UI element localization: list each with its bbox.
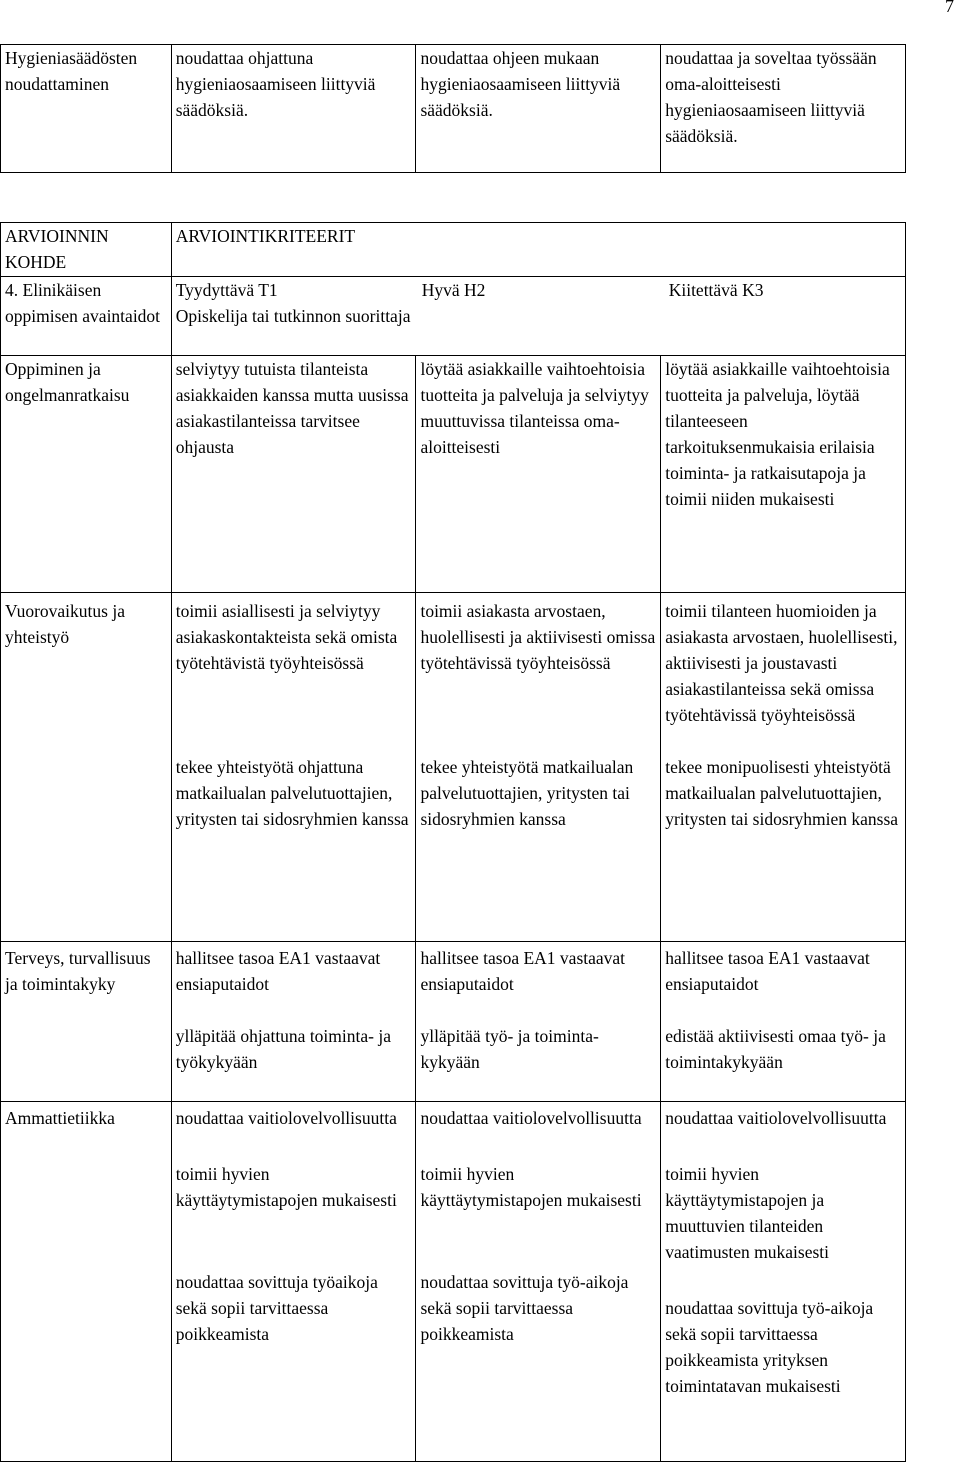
k3-cell: [661, 593, 906, 942]
target-header: ARVIOINNIN KOHDE: [1, 223, 172, 277]
criteria-header: ARVIOINTIKRITEERIT: [171, 223, 905, 277]
t1-cell: [171, 1102, 416, 1462]
t1-cell: [171, 593, 416, 942]
criterion-text: ylläpitää ohjattuna toiminta- ja työkykyään: [175, 1026, 391, 1072]
criterion-text: hallitsee tasoa EA1 vastaavat ensiaputaidot: [665, 948, 870, 994]
subject-label: Opiskelija tai tutkinnon suorittaja: [175, 306, 411, 326]
criterion-text: toimii asiallisesti ja selviytyy asiakaskontakteista sekä omista työtehtävistä työyhteisössä: [175, 601, 398, 673]
k3-cell: [661, 356, 906, 593]
criterion-text: tekee yhteistyötä ohjattuna matkailualan palvelutuottajien, yritysten tai sidosryhmien kanssa: [175, 757, 409, 829]
criterion-text: noudattaa sovittuja työ-aikoja sekä sopii tarvittaessa poikkeamista: [420, 1272, 629, 1344]
row-target: Oppiminen ja ongelmanratkaisu: [1, 356, 172, 593]
t1-cell: [171, 942, 416, 1102]
hygiene-criteria-table: [0, 44, 906, 173]
section-title: 4. Elinikäisen oppimisen avaintaidot: [1, 277, 172, 356]
criterion-text: selviytyy tutuista tilanteista asiakkaiden kanssa mutta uusissa asiakastilanteissa tarvitsee ohjausta: [175, 359, 409, 457]
criterion-text: toimii hyvien käyttäytymistapojen mukaisesti: [420, 1164, 642, 1210]
k3-cell: noudattaa ja soveltaa työssään oma-aloitteisesti hygieniaosaamiseen liittyviä säädöksiä.: [661, 45, 906, 173]
grade-row: [1, 277, 906, 356]
t1-cell: noudattaa ohjattuna hygieniaosaamiseen liittyviä säädöksiä.: [171, 45, 416, 173]
criterion-text: toimii hyvien käyttäytymistapojen ja muuttuvien tilanteiden vaatimusten mukaisesti: [665, 1164, 829, 1262]
h2-cell: [416, 942, 661, 1102]
criterion-text: hallitsee tasoa EA1 vastaavat ensiaputaidot: [175, 948, 381, 994]
criterion-text: tekee monipuolisesti yhteistyötä matkailualan palvelutuottajien, yritysten tai sidosryhmien kanssa: [665, 757, 899, 829]
key-competences-table: [0, 222, 906, 1462]
criterion-text: noudattaa vaitiolovelvollisuutta: [665, 1108, 887, 1128]
h2-cell: [416, 356, 661, 593]
criterion-text: toimii hyvien käyttäytymistapojen mukaisesti: [175, 1164, 397, 1210]
row-target: Vuorovaikutus ja yhteistyö: [1, 593, 172, 942]
grade-h2: Hyvä H2: [421, 280, 486, 300]
criterion-text: hallitsee tasoa EA1 vastaavat ensiaputaidot: [420, 948, 626, 994]
k3-cell: [661, 1102, 906, 1462]
criterion-text: toimii asiakasta arvostaen, huolellisesti ja aktiivisesti omissa työtehtävissä työyhteisössä: [420, 601, 656, 673]
k3-cell: [661, 942, 906, 1102]
table-row: [1, 593, 906, 942]
page-number: 7: [945, 0, 954, 16]
criterion-text: noudattaa sovittuja työ-aikoja sekä sopii tarvittaessa poikkeamista yrityksen toimintatavan mukaisesti: [665, 1298, 874, 1396]
t1-cell: [171, 356, 416, 593]
h2-cell: noudattaa ohjeen mukaan hygieniaosaamiseen liittyviä säädöksiä.: [416, 45, 661, 173]
criterion-text: toimii tilanteen huomioiden ja asiakasta arvostaen, huolellisesti, aktiivisesti ja joustavasti asiakastilanteissa sekä omissa työtehtävissä työyhteisössä: [665, 601, 898, 725]
criterion-text: edistää aktiivisesti omaa työ- ja toimintakykyään: [665, 1026, 886, 1072]
criterion-text: löytää asiakkaille vaihtoehtoisia tuotteita ja palveluja, löytää tilanteeseen tarkoituksenmukaisia erilaisia toiminta- ja ratkaisutapoja ja toimii niiden mukaisesti: [665, 359, 890, 509]
h2-cell: [416, 593, 661, 942]
criterion-text: tekee yhteistyötä matkailualan palvelutuottajien, yritysten tai sidosryhmien kanssa: [420, 757, 634, 829]
criterion-text: ylläpitää työ- ja toiminta-kykyään: [420, 1026, 599, 1072]
criterion-text: noudattaa vaitiolovelvollisuutta: [420, 1108, 642, 1128]
criterion-text: noudattaa sovittuja työaikoja sekä sopii tarvittaessa poikkeamista: [175, 1272, 378, 1344]
header-row: [1, 223, 906, 277]
table-row: [1, 942, 906, 1102]
row-target: Terveys, turvallisuus ja toimintakyky: [1, 942, 172, 1102]
criterion-text: löytää asiakkaille vaihtoehtoisia tuotteita ja palveluja ja selviytyy muuttuvissa tilanteissa oma-aloitteisesti: [420, 359, 649, 457]
target-cell: Hygieniasäädösten noudattaminen: [1, 45, 172, 173]
table-row: [1, 45, 906, 173]
row-target: Ammattietiikka: [1, 1102, 172, 1462]
table-row: [1, 1102, 906, 1462]
grade-t1: Tyydyttävä T1: [175, 280, 278, 300]
grade-k3: Kiitettävä K3: [668, 280, 764, 300]
criterion-text: noudattaa vaitiolovelvollisuutta: [175, 1108, 397, 1128]
grade-cell: [171, 277, 905, 356]
table-row: [1, 356, 906, 593]
h2-cell: [416, 1102, 661, 1462]
